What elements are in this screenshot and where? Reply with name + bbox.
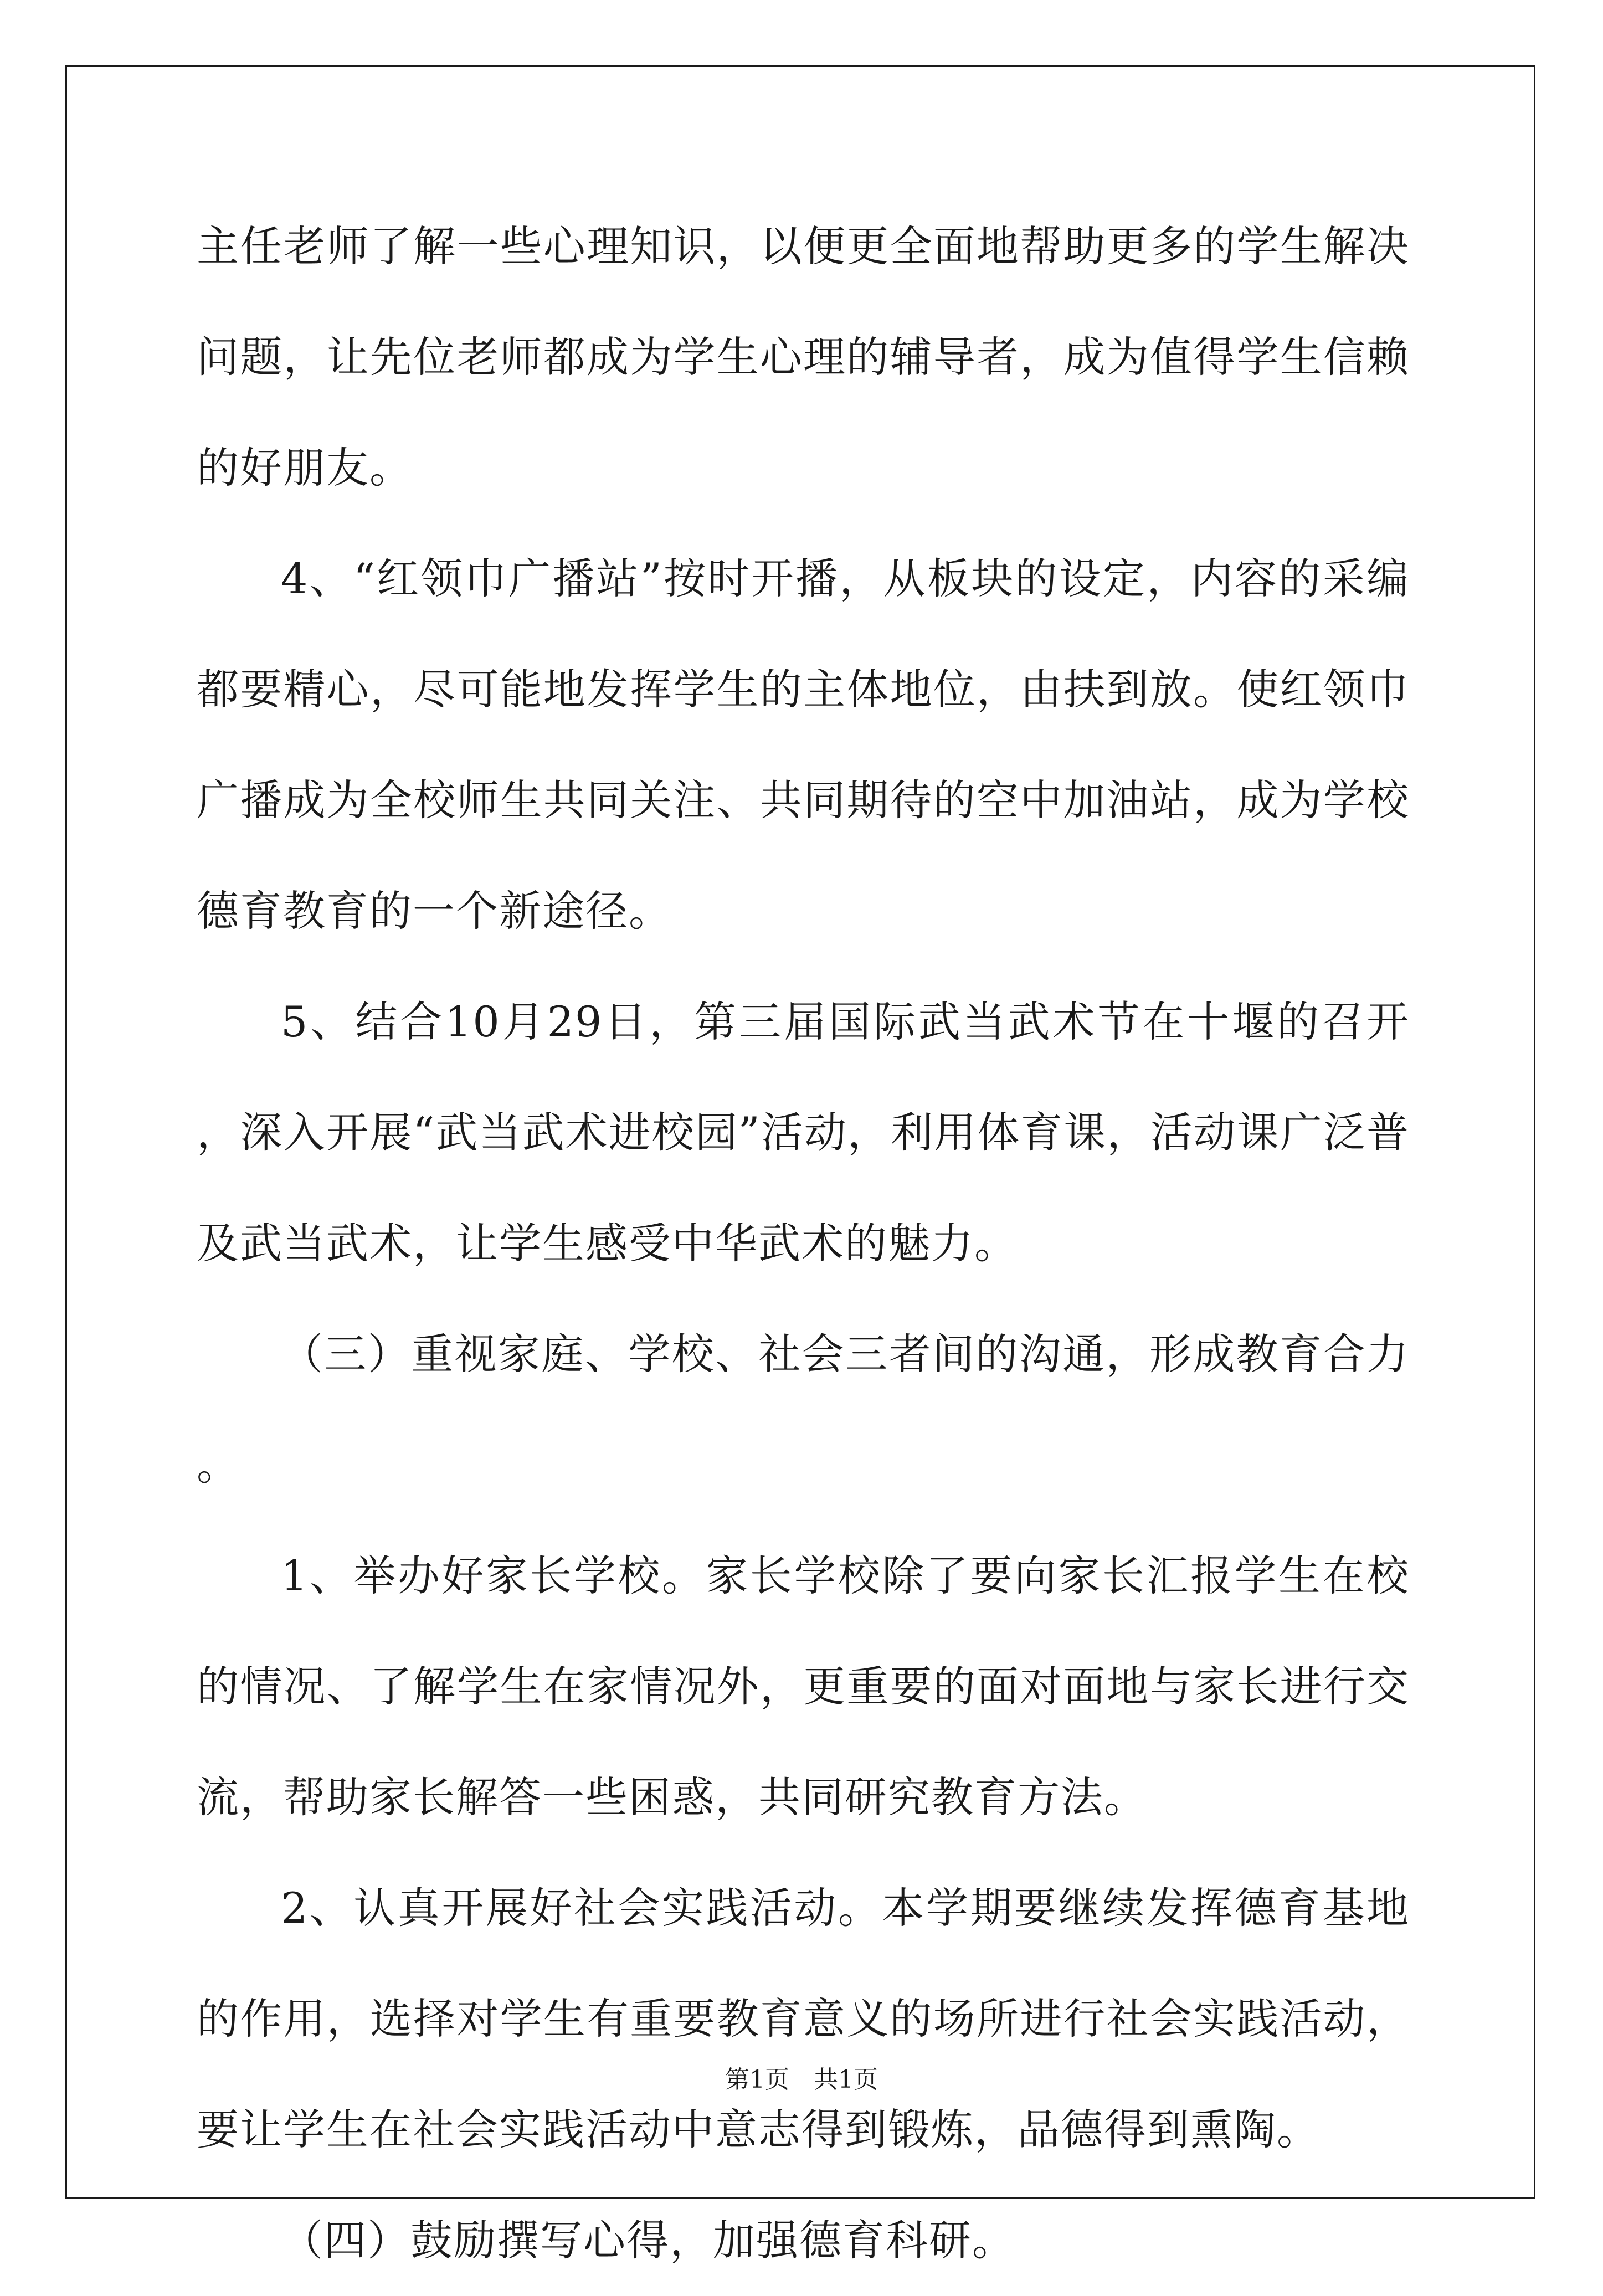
paragraph-3: 5、结合10月29日，第三届国际武当武术节在十堰的召开，深入开展“武当武术进校园”活动，利用体育课，活动课广泛普及武当武术，让学生感受中华武术的魅力。	[197, 997, 1410, 1268]
paragraph-1: 主任老师了解一些心理知识，以便更全面地帮助更多的学生解决问题，让先位老师都成为学生心理的辅导者，成为值得学生信赖的好朋友。	[197, 222, 1410, 492]
paragraph-7: （四）鼓励撰写心得，加强德育科研。	[281, 2216, 1015, 2265]
paragraph-4: （三）重视家庭、学校、社会三者间的沟通，形成教育合力。	[197, 1329, 1410, 1489]
paragraph-5: 1、举办好家长学校。家长学校除了要向家长汇报学生在校的情况、了解学生在家情况外，更重要的面对面地与家长进行交流，帮助家长解答一些困惑，共同研究教育方法。	[197, 1551, 1410, 1822]
paragraph-2: 4、“红领巾广播站”按时开播，从板块的设定，内容的采编都要精心，尽可能地发挥学生的主体地位，由扶到放。使红领巾广播成为全校师生共同关注、共同期待的空中加油站，成为学校德育教育的一个新途径。	[197, 554, 1410, 936]
document-body	[197, 191, 1410, 2296]
paragraph-6: 2、认真开展好社会实践活动。本学期要继续发挥德育基地的作用，选择对学生有重要教育意义的场所进行社会实践活动，要让学生在社会实践活动中意志得到锻炼，品德得到熏陶。	[197, 1883, 1410, 2154]
page-footer: 第1页 共1页	[725, 2066, 878, 2094]
